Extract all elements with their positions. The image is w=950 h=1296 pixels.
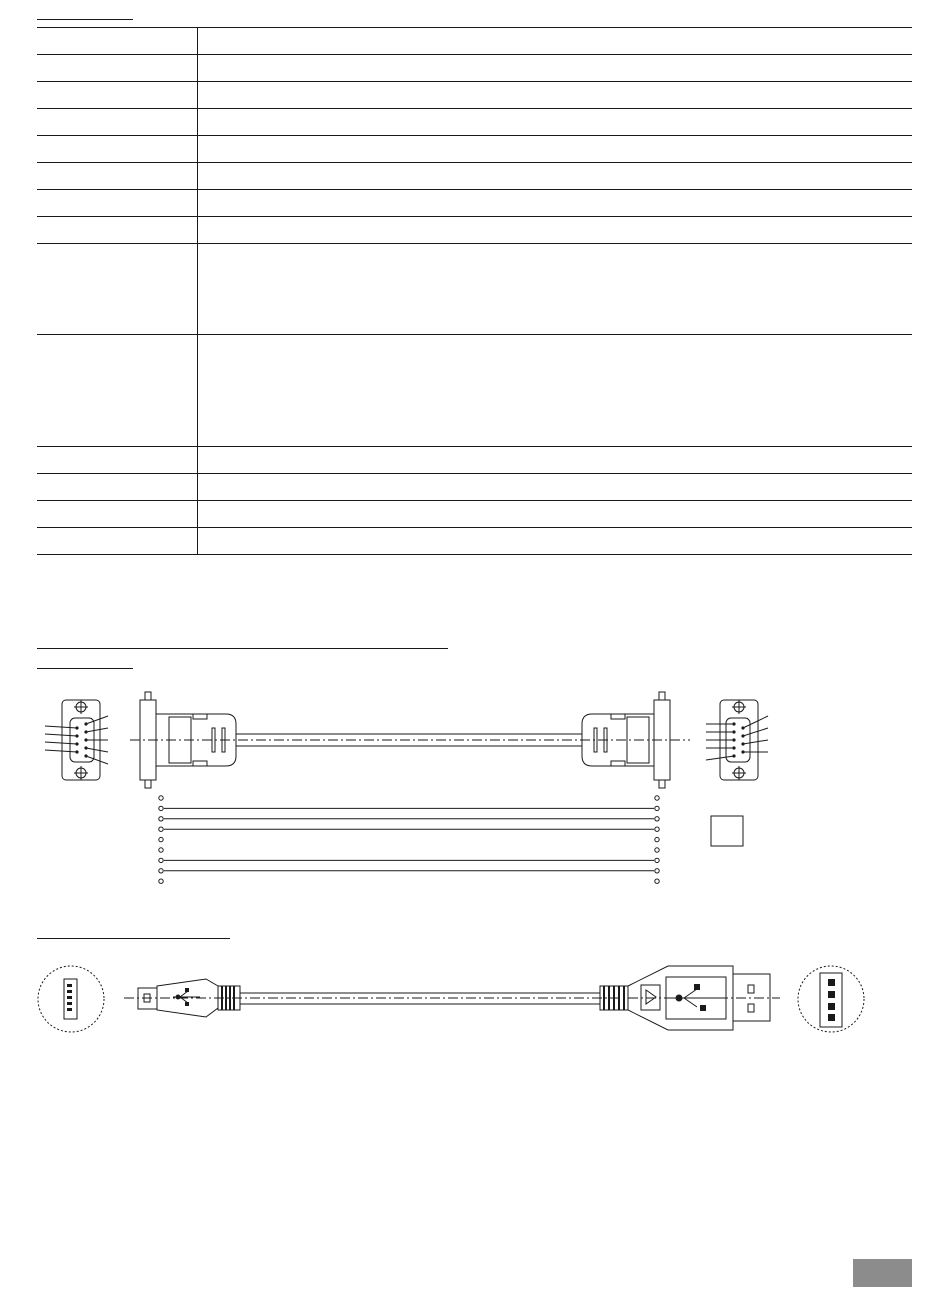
usb-symbol-icon-large	[674, 984, 718, 1011]
usb-symbol-icon	[173, 988, 200, 1006]
micro-usb-face	[38, 966, 104, 1032]
micro-usb-plug	[138, 979, 240, 1017]
page-number-tab	[853, 1259, 912, 1287]
usb-a-face	[798, 966, 864, 1032]
